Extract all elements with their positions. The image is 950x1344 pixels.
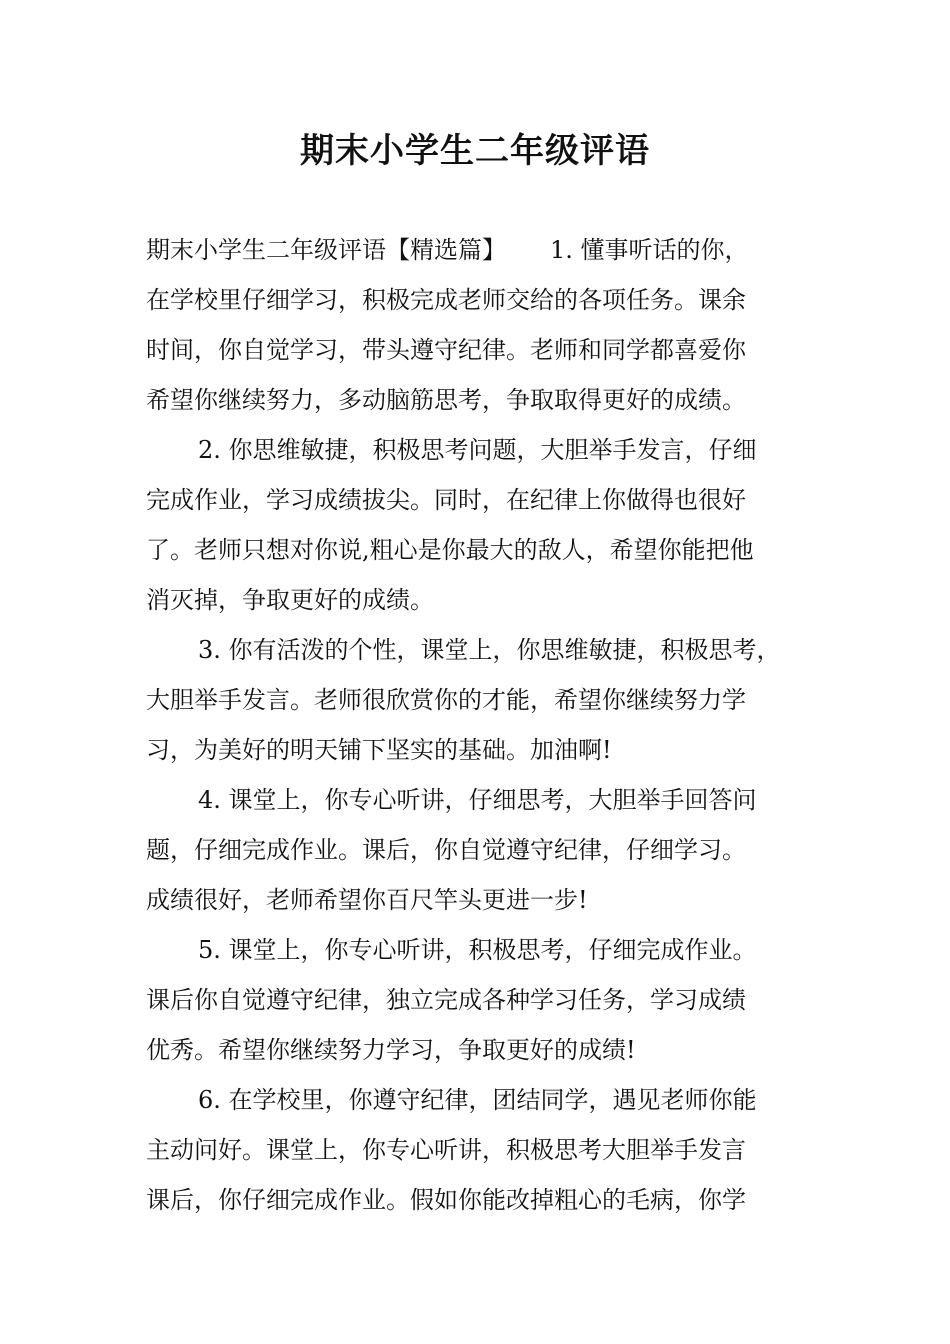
body-line-18: 6. 在学校里，你遵守纪律，团结同学，遇见老师你能 [198, 1086, 757, 1114]
body-line-20: 课后，你仔细完成作业。假如你能改掉粗心的毛病，你学 [146, 1186, 746, 1214]
body-line-14: 成绩很好，老师希望你百尺竿头更进一步! [146, 886, 588, 914]
body-line-3: 时间，你自觉学习，带头遵守纪律。老师和同学都喜爱你 [146, 336, 746, 364]
body-line-2: 在学校里仔细学习，积极完成老师交给的各项任务。课余 [146, 286, 746, 314]
body-line-7: 了。老师只想对你说,粗心是你最大的敌人，希望你能把他 [146, 536, 754, 564]
body-line-15: 5. 课堂上，你专心听讲，积极思考，仔细完成作业。 [198, 936, 757, 964]
document-body [146, 225, 818, 1225]
body-line-8: 消灭掉，争取更好的成绩。 [146, 586, 434, 614]
body-line-10: 大胆举手发言。老师很欣赏你的才能，希望你继续努力学 [146, 686, 746, 714]
body-line-17: 优秀。希望你继续努力学习，争取更好的成绩! [146, 1036, 636, 1064]
body-line-4: 希望你继续努力，多动脑筋思考，争取取得更好的成绩。 [146, 386, 746, 414]
document-title: 期末小学生二年级评语 [300, 131, 650, 171]
body-line-9: 3. 你有活泼的个性，课堂上，你思维敏捷，积极思考， [198, 636, 781, 664]
paragraph-1-start: 1. 懂事听话的你， [550, 236, 749, 264]
body-line-19: 主动问好。课堂上，你专心听讲，积极思考大胆举手发言 [146, 1136, 746, 1164]
body-line-5: 2. 你思维敏捷，积极思考问题，大胆举手发言，仔细 [198, 436, 757, 464]
body-line-16: 课后你自觉遵守纪律，独立完成各种学习任务，学习成绩 [146, 986, 746, 1014]
body-line-11: 习，为美好的明天铺下坚实的基础。加油啊! [146, 736, 612, 764]
body-line-12: 4. 课堂上，你专心听讲，仔细思考，大胆举手回答问 [198, 786, 757, 814]
section-heading: 期末小学生二年级评语【精选篇】 [146, 236, 506, 264]
body-line-1 [146, 225, 818, 275]
body-line-6: 完成作业，学习成绩拔尖。同时，在纪律上你做得也很好 [146, 486, 746, 514]
body-line-13: 题，仔细完成作业。课后，你自觉遵守纪律，仔细学习。 [146, 836, 746, 864]
